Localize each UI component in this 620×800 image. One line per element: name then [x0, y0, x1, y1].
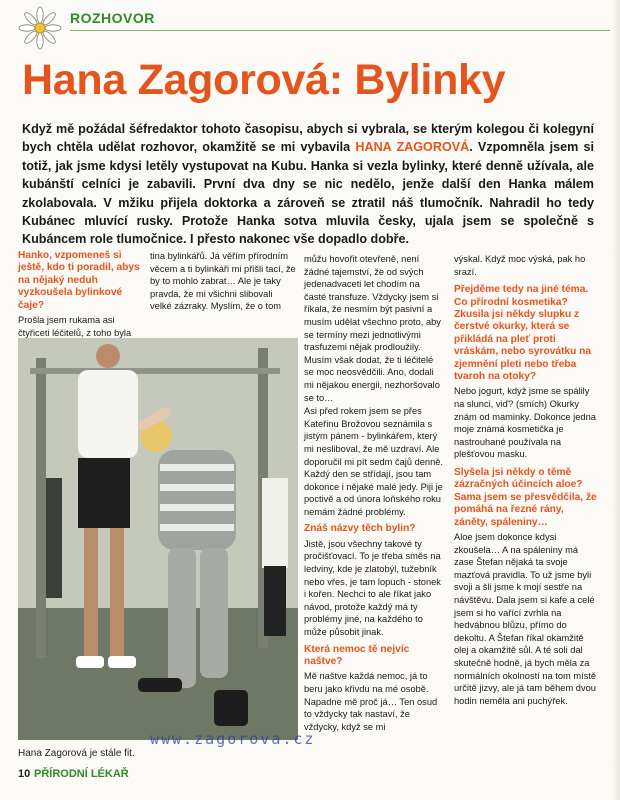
interview-answer: Nebo jogurt, když jsme se spálily na slunci, viď? (smích) Okurky znám od maminky. Dokonce jedna moje známá kosmetička je nastrouhané používala na plešťovou masku. [454, 386, 596, 460]
column-4 [454, 253, 600, 708]
interview-question: Znáš názvy těch bylin? [304, 523, 416, 535]
magazine-name: PŘÍRODNÍ LÉKAŘ [34, 768, 129, 780]
section-label: ROZHOVOR [70, 10, 155, 26]
interview-answer: Mě naštve každá nemoc, já to beru jako křivdu na mé osobě. Napadne mě proč já… Ten osud to vždycky tak nastaví, že vždycky, když se mi [304, 671, 438, 732]
website-watermark: www.zagorova.cz [150, 730, 316, 748]
interview-question: Která nemoc tě nejvíc naštve? [304, 643, 410, 668]
gym-photo-illustration [18, 338, 298, 740]
interviewee-name: HANA ZAGOROVÁ [355, 140, 470, 155]
column-3 [304, 253, 444, 734]
interview-answer: Aloe jsem dokonce kdysi zkoušela… A na spáleniny má zase Štefan nějaká ta svoje mazťová pravidla. To už jsme byli svoji a šli jsme k mojí sestře na návštěvu. Dala jsem si kafe a celé jsem si ho vařící zvrhla na hedvábnou blůzu, přímo do dekoltu. A Štefan říkal okamžitě olej a okamžitě sůl. A té soli dal skutečně hodně, já bych měla za normálních okolností na tom místě určitě jizvy, ale já tam během dvou hodin neměla ani puchýřek. [454, 532, 597, 706]
interview-answer: tina bylinkářů. Já věřím přírodním věcem a ti bylinkáři mi přišli tací, že by to mohlo zabrat… Ale je taky pravda, že mi všichni slibovali velké zázraky. Myslím, že o tom [150, 251, 296, 312]
interview-answer: můžu hovořit otevřeně, není žádné tajemství, že od svých jedenadvaceti let chodím na časté transfuze. Vždycky jsem si říkala, že nesmím být pasivní a musím udělat všechno proto, aby se termíny mezi jednotlivými trasfuzemi nějak prodloužily. Musím však dodat, že ti léčitelé se moc neosvědčili. Ano, dodali mi nějakou energii, nezhoršovalo se to… [304, 254, 441, 403]
interview-answer: Prošla jsem rukama asi čtyřiceti léčitelů, z toho byla [18, 315, 132, 338]
article-headline: Hana Zagorová: Bylinky [22, 56, 506, 104]
page-number: 10 [18, 768, 31, 780]
lead-text-end: . Vzpomněla jsem si totiž, jak jsme kdysi letěly vystupovat na Kubu. Hanka si vezla bylinky, které denně užívala, ale kubánští celníci je zabavili. První dva dny se nic nedělo, jenže další den Hanka málem zkolabovala. V mžiku přijela doktorka a zároveň se ztratil náš tlumočník. Nahradil ho tedy Kubánec mluvící rusky. Protože Hanka sotva mluvila česky, ujala jsem se společně s Kubáncem role tlumočnice. I přesto nakonec vše dopadlo dobře. [22, 140, 595, 247]
article-photo [18, 338, 298, 740]
interview-question: Přejděme tedy na jiné téma. Co přírodní kosmetika? Zkusila jsi někdy slupku z čerstvé okurky, která se přikládá na pleť proti vráskám, nebo syrovátku na zjemnění pleti nebo třeba tvaroh na otoky? [454, 284, 592, 383]
interview-question: Slyšela jsi někdy o těmě zázračných účincích aloe? Sama jsem se přesvědčila, že pomáhá na řezné rány, záněty, spáleniny… [454, 467, 597, 528]
column-2 [150, 250, 296, 314]
interview-question: Hanko, vzpomeneš si ještě, kdo ti poradil, abys na nějaký neduh vyzkoušela bylinkové čaje? [18, 250, 140, 311]
interview-answer: výskal. Když moc výská, pak ho srazí. [454, 254, 586, 277]
scan-edge [612, 0, 620, 800]
lead-paragraph [22, 120, 594, 249]
photo-caption: Hana Zagorová je stále fit. [18, 748, 135, 759]
daisy-logo-icon [18, 6, 62, 50]
interview-answer: Jistě, jsou všechny takové ty pročišťovací. To je třeba směs na ledviny, kde je zlatobýl, tužebník nebo vřes, je tam lopuch - stonek i kořen. Nechci to ale říkat jako návod, protože každý má ty problémy jiné, na každého to může působit jinak. [304, 538, 441, 638]
interview-answer: Asi před rokem jsem se přes Kateřinu Brožovou seznámila s jistým pánem - bylinkářem, který mi nesliboval, že mě uzdraví. Ale doporučil mi pít sedm čajů denně. Každý den se střídají, jsou tam dokonce i nějaké malé jedy. Piji je poctivě a od února loňského roku nemám žádné problémy. [304, 406, 444, 517]
section-divider [70, 30, 610, 31]
lead-text-start: Když mě požádal šéfredaktor tohoto časopisu, abych si vybrala, se kterým kolegou či kolegyní bych chtěla udělat rozhovor, okamžitě se mi vybavila [22, 122, 594, 155]
